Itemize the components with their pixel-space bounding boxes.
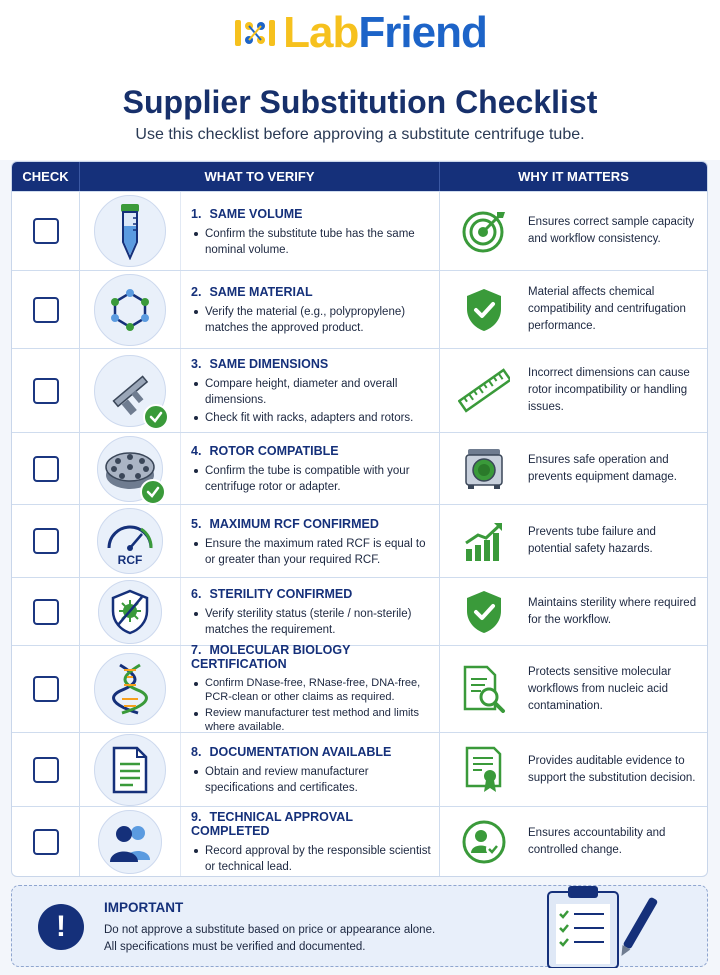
item-title: 5. MAXIMUM RCF CONFIRMED [191, 516, 379, 531]
item-title: 8. DOCUMENTATION AVAILABLE [191, 745, 392, 759]
why-text: Ensures accountability and controlled change. [528, 826, 666, 856]
item-bullet: Verify the material (e.g., polypropylene) matches the approved product. [191, 304, 431, 336]
table-row [12, 432, 707, 504]
logo [0, 8, 720, 58]
item-title: 9. TECHNICAL APPROVAL COMPLETED [191, 810, 353, 838]
page-subtitle: Use this checklist before approving a substitute centrifuge tube. [135, 126, 585, 143]
why-text: Prevents tube failure and potential safety hazards. [528, 526, 656, 555]
people-icon [98, 810, 162, 874]
why-text: Incorrect dimensions can cause rotor incompatibility or handling issues. [528, 367, 690, 413]
item-bullet: Ensure the maximum rated RCF is equal to or greater than your required RCF. [191, 536, 431, 568]
table-row [12, 348, 707, 432]
dna-icon [94, 653, 166, 725]
item-title: 2. SAME MATERIAL [191, 285, 313, 299]
rotor-icon [97, 436, 163, 502]
sterile-shield-icon [98, 580, 162, 644]
header-why: WHY IT MATTERS [518, 169, 629, 184]
user-approved-icon [461, 819, 507, 865]
document-search-icon [461, 665, 507, 713]
logo-mark-icon [233, 14, 277, 52]
important-line-1: Do not approve a substitute based on price or appearance alone. [104, 924, 436, 936]
item-bullet: Confirm the substitute tube has the same nominal volume. [191, 226, 431, 258]
exclamation-icon: ! [38, 904, 84, 950]
checkbox-4[interactable] [33, 456, 59, 482]
shield-check-icon [464, 589, 504, 635]
item-bullet: Obtain and review manufacturer specifications and certificates. [191, 764, 431, 796]
checkbox-7[interactable] [33, 676, 59, 702]
header-check: CHECK [12, 162, 80, 191]
table-row [12, 806, 707, 876]
checkbox-5[interactable] [33, 528, 59, 554]
page-title: Supplier Substitution Checklist [122, 84, 598, 120]
molecule-icon [94, 274, 166, 346]
checklist-table [11, 161, 708, 877]
gauge-icon [97, 508, 163, 574]
checkbox-3[interactable] [33, 378, 59, 404]
item-bullet: Confirm the tube is compatible with your centrifuge rotor or adapter. [191, 463, 431, 495]
why-text: Maintains sterility where required for the workflow. [528, 596, 697, 626]
important-callout [11, 885, 708, 967]
ruler-icon [458, 368, 510, 414]
why-text: Ensures correct sample capacity and workflow consistency. [528, 216, 695, 245]
header-area [0, 0, 720, 160]
important-title: IMPORTANT [104, 900, 184, 915]
item-title: 1. SAME VOLUME [191, 206, 303, 221]
why-text: Ensures safe operation and prevents equipment damage. [528, 453, 677, 483]
table-row [12, 642, 707, 733]
table-row [12, 504, 707, 577]
clipboard-pen-icon [542, 884, 662, 968]
why-text: Protects sensitive molecular workflows from nucleic acid contamination. [528, 665, 672, 712]
item-bullet: Check fit with racks, adapters and rotors. [191, 410, 431, 426]
item-bullet: Confirm DNase-free, RNase-free, DNA-free, PCR-clean or other claims as required. [191, 676, 431, 704]
checkbox-2[interactable] [33, 297, 59, 323]
item-title: 3. SAME DIMENSIONS [191, 357, 329, 371]
item-title: 7. MOLECULAR BIOLOGY CERTIFICATION [191, 642, 351, 671]
centrifuge-tube-icon [94, 195, 166, 267]
table-header [12, 162, 707, 191]
checkbox-9[interactable] [33, 829, 59, 855]
item-bullet: Review manufacturer test method and limits where available. [191, 706, 431, 734]
bar-chart-growth-icon [462, 519, 506, 563]
item-title: 4. ROTOR COMPATIBLE [191, 444, 339, 458]
item-bullet: Record approval by the responsible scientist or technical lead. [191, 843, 431, 875]
caliper-icon [94, 355, 166, 427]
why-text: Material affects chemical compatibility and centrifugation performance. [528, 286, 686, 332]
certificate-icon [464, 746, 504, 794]
header-what: WHAT TO VERIFY [80, 162, 440, 191]
item-bullet: Compare height, diameter and overall dimensions. [191, 376, 431, 408]
table-row [12, 191, 707, 270]
shield-check-icon [464, 287, 504, 333]
document-icon [94, 734, 166, 806]
why-text: Provides auditable evidence to support the substitution decision. [528, 754, 696, 784]
item-title: 6. STERILITY CONFIRMED [191, 587, 353, 601]
important-line-2: All specifications must be verified and documented. [104, 941, 366, 953]
gauge-label: RCF [117, 553, 143, 567]
checkbox-1[interactable] [33, 218, 59, 244]
centrifuge-icon [464, 447, 504, 491]
checkbox-8[interactable] [33, 757, 59, 783]
target-icon [461, 208, 507, 254]
table-row [12, 270, 707, 348]
logo-text: LabFriend [283, 8, 487, 57]
check-badge-icon [143, 404, 169, 430]
checkbox-6[interactable] [33, 599, 59, 625]
table-row [12, 577, 707, 645]
check-badge-icon [140, 479, 166, 505]
item-bullet: Verify sterility status (sterile / non-sterile) matches the requirement. [191, 606, 431, 638]
table-row [12, 732, 707, 806]
